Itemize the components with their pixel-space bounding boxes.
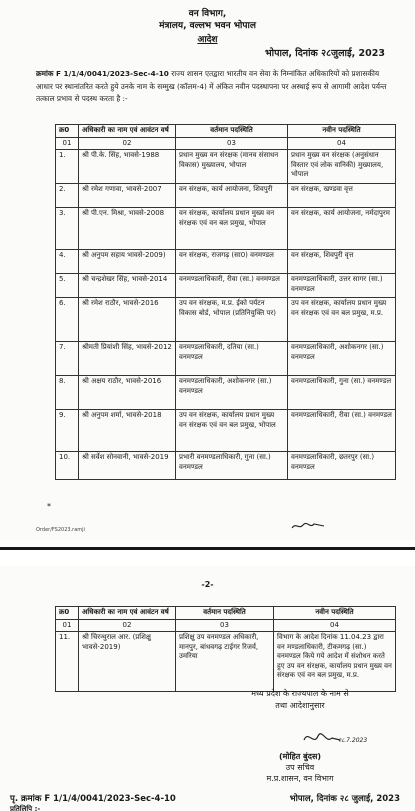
row-serial: 4. [56,250,79,274]
order-page-2 [0,566,415,811]
header-serial: क्र0 [56,125,79,138]
row-current: उप वन संरक्षक, म.प्र. ईको पर्यटन विकास बोर्ड, भोपाल (प्रतिनियुक्ति पर) [176,298,288,342]
table-row [56,632,396,692]
row-serial: 5. [56,274,79,298]
row-serial: 6. [56,298,79,342]
header-officer-name: अधिकारी का नाम एवं आवंटन वर्ष [79,125,176,138]
table-row [56,452,396,480]
row-serial: 11. [56,632,79,692]
row-new: विभाग के आदेश दिनांक 11.04.23 द्वारा वन मण्डलाधिकारी, टीकमगढ़ (सा.) वनमण्डल किये गये आदेश में संशोधन करते हुए उप वन संरक्षक, कार्यालय प्रधान मुख्य वन संरक्षक एवं वन बल प्रमुख, म.प्र. [274,632,396,692]
governor-line-1: मध्य प्रदेश के राज्यपाल के नाम से [251,689,349,698]
table-row [56,250,396,274]
row-serial: 2. [56,184,79,208]
order-title [0,32,415,45]
table-header-row [56,607,396,620]
row-new: उप वन संरक्षक, कार्यालय प्रधान मुख्य वन संरक्षक एवं वन बल प्रमुख, म.प्र. [288,298,396,342]
page-separator-line [0,547,415,550]
table-row [56,410,396,452]
row-current: प्रशिक्षु उप वनमण्डल अधिकारी, मानपुर, बांधवगढ़ टाईगर रिजर्व, उमरिया [176,632,274,692]
officer-name [200,752,400,763]
row-serial: 8. [56,376,79,410]
table-row [56,376,396,410]
row-new: वनमण्डलाधिकारी, छतरपुर (सा.) वनमण्डल [288,452,396,480]
header-officer-name: अधिकारी का नाम एवं आवंटन वर्ष [79,607,176,620]
ministry-heading: मंत्रालय, वल्लभ भवन भोपाल [159,21,256,31]
row-current: प्रधान मुख्य वन संरक्षक (मानव संसाधन विकास) मुख्यालय, भोपाल [176,150,288,184]
column-number-row [56,137,396,150]
endorsement-date: भोपाल, दिनांक २८ जुलाई, 2023 [289,794,400,804]
row-officer: श्री पी.के. सिंह, भावसे-1988 [79,150,176,184]
col-num: 02 [79,137,176,150]
department-heading: वन विभाग, [188,9,227,19]
row-officer: श्री सर्वेश सोनवानी, भावसे-2019 [79,452,176,480]
row-current: उप वन संरक्षक, कार्यालय प्रधान मुख्य वन संरक्षक एवं वन बल प्रमुख, भोपाल [176,410,288,452]
col-num: 04 [274,619,396,632]
header-current-posting: वर्तमान पदस्थिति [176,125,288,138]
row-officer: श्री चन्द्रशेखर सिंह, भावसे-2014 [79,274,176,298]
endorsement-order-number: पृ. क्रमांक F 1/1/4/0041/2023-Sec-4-10 [10,794,176,804]
col-num: 04 [288,137,396,150]
signature-date: २८.7.2023 [338,737,368,744]
page-separator [0,540,415,566]
row-serial: 10. [56,452,79,480]
row-serial: 9. [56,410,79,452]
table-row [56,150,396,184]
header-serial: क्र0 [56,607,79,620]
row-current: वन संरक्षक, कार्य आयोजना, शिवपुरी [176,184,288,208]
row-current: प्रभारी वनमण्डलाधिकारी, गुना (सा.) वनमण्डल [176,452,288,480]
file-reference: Order/FS2023.ramji [36,527,85,533]
order-body-text: राज्य शासन एतद्वारा भारतीय वन सेवा के निम्नांकित अधिकारियों को प्रशासकीय आधार पर स्थानांतरित करते हुये उनके नाम के सम्मुख (कॉलम-4) में अंकित नवीन पदस्थापना पर अस्थाई रूप से आगामी आदेश पर्यन्त तत्काल प्रभाव से पदस्थ करता है :- [36,69,387,103]
col-num: 03 [176,137,288,150]
row-serial: 3. [56,208,79,250]
order-date: भोपाल, दिनांक २८जुलाई, 2023 [264,48,385,59]
row-serial: 7. [56,342,79,376]
table-row [56,208,396,250]
order-number: क्रमांक F 1/1/4/0041/2023-Sec-4-10 [36,69,169,78]
header-new-posting: नवीन पदस्थिति [274,607,396,620]
header-current-posting: वर्तमान पदस्थिति [176,607,274,620]
row-new: प्रधान मुख्य वन संरक्षक (अनुसंधान विस्तार एवं लोक वानिकी) मुख्यालय, भोपाल [288,150,396,184]
column-number-row [56,619,396,632]
col-num: 02 [79,619,176,632]
row-officer: श्री पी.एन. मिश्रा, भावसे-2008 [79,208,176,250]
col-num: 03 [176,619,274,632]
transfer-table [55,124,396,480]
col-num: 01 [56,137,79,150]
header-new-posting: नवीन पदस्थिति [288,125,396,138]
row-officer: श्री अनुपम शर्मा, भावसे-2018 [79,410,176,452]
officer-department: म.प्र.शासन, वन विभाग [266,774,334,783]
row-serial: 1. [56,150,79,184]
margin-asterisk: * [47,502,51,511]
row-officer: श्री रमेश राठौर, भावसे-2016 [79,298,176,342]
row-officer: श्री रमेश गणावा, भावसे-2007 [79,184,176,208]
transfer-table-continued [55,606,396,692]
row-current: वनमण्डलाधिकारी, रीवा (सा.) वनमण्डल [176,274,288,298]
row-new: वनमण्डलाधिकारी, उत्तर सागर (सा.) वनमण्डल [288,274,396,298]
row-new: वनमण्डलाधिकारी, गुना (सा.) वनमण्डल [288,376,396,410]
row-current: वन संरक्षक, कार्यालय प्रधान मुख्य वन संरक्षक एवं वन बल प्रमुख, भोपाल [176,208,288,250]
row-officer: श्री अनुपम सहाय भावसे-2009) [79,250,176,274]
row-new: वनमण्डलाधिकारी, अशोकनगर (सा.) वनमण्डल [288,342,396,376]
initials-signature-icon [290,520,326,532]
order-title-text: आदेश [197,35,218,45]
endorsement-line [10,793,410,804]
row-new: वन संरक्षक, शिवपुरी वृत्त [288,250,396,274]
row-new: वन संरक्षक, खण्डवा वृत्त [288,184,396,208]
row-officer: श्री चिरन्थुराल आर. (प्रशिक्षु भावसे-2019) [79,632,176,692]
row-current: वन संरक्षक, राजगढ़ (सा0) वनमण्डल [176,250,288,274]
row-new: वनमण्डलाधिकारी, रीवा (सा.) वनमण्डल [288,410,396,452]
row-officer: श्री अक्षय राठौर, भावसे-2016 [79,376,176,410]
table-row [56,342,396,376]
row-new: वन संरक्षक, कार्य आयोजना, नर्मदापुरम [288,208,396,250]
row-current: वनमण्डलाधिकारी, अशोकनगर (सा.) वनमण्डल [176,376,288,410]
table-row [56,184,396,208]
governor-line-2: तथा आदेशानुसार [275,701,325,710]
col-num: 01 [56,619,79,632]
table-header-row [56,125,396,138]
copy-to-label: प्रतिलिपि :- [10,805,41,811]
table-row [56,298,396,342]
row-officer: श्रीमती प्रियांशी सिंह, भावसे-2012 [79,342,176,376]
officer-designation: उप सचिव [285,763,315,772]
row-current: वनमण्डलाधिकारी, दतिया (सा.) वनमण्डल [176,342,288,376]
table-row [56,274,396,298]
page-number: -2- [201,580,214,589]
officer-name-text: (मोहित बुंदस) [278,752,322,761]
order-paragraph [36,68,392,106]
